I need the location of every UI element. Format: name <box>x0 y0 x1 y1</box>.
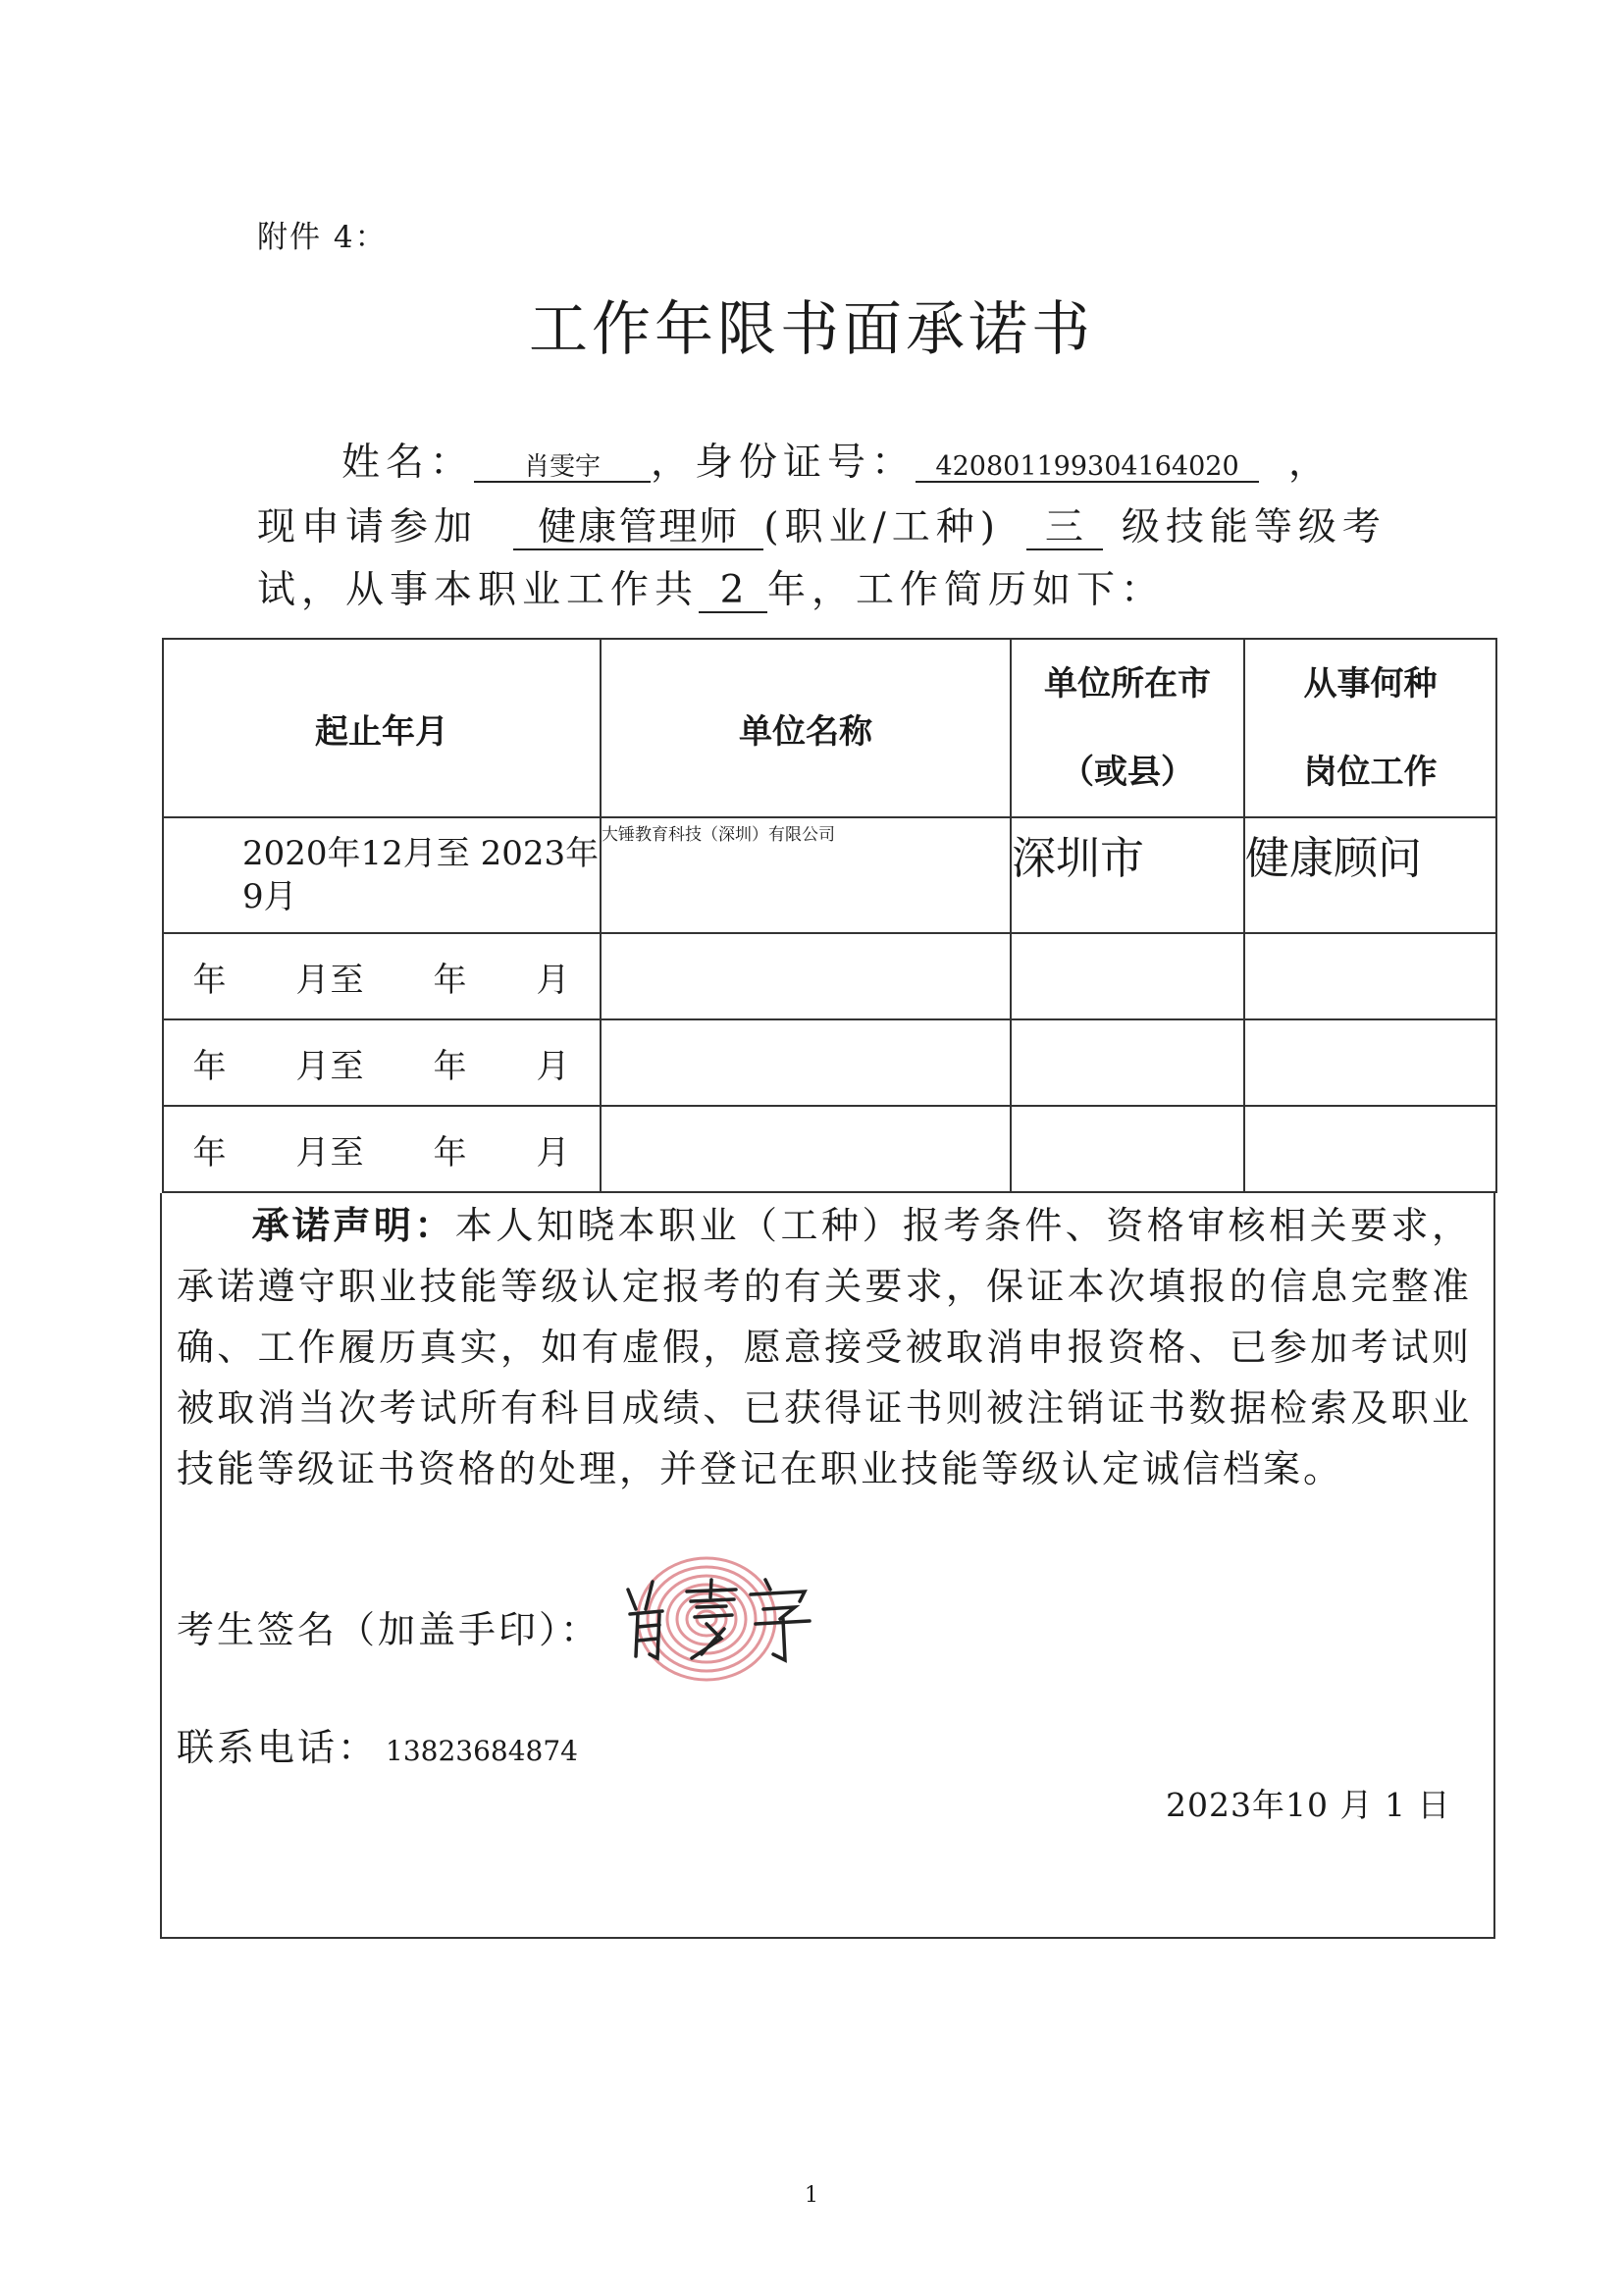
sign-date: 2023年10 月 1 日 <box>1166 1786 1451 1824</box>
id-number-field[interactable]: 420801199304164020 <box>916 453 1259 483</box>
level-field[interactable]: 三 <box>1026 508 1103 550</box>
document-title: 工作年限书面承诺书 <box>529 295 1094 364</box>
row-unit[interactable] <box>601 1019 1011 1106</box>
row-period[interactable]: 2020年12月至 2023年 9月 <box>163 817 601 933</box>
header-city-line2: （或县） <box>1061 753 1194 792</box>
id-label: ，身份证号： <box>651 441 916 485</box>
years-line <box>257 559 1165 614</box>
row-post[interactable] <box>1244 1019 1496 1106</box>
row-city[interactable] <box>1011 933 1244 1019</box>
row-post[interactable] <box>1244 1106 1496 1192</box>
work-history-table <box>162 638 1497 1193</box>
table-header-row <box>163 639 1496 817</box>
years-field[interactable]: 2 <box>699 571 767 613</box>
page-number: 1 <box>805 2183 818 2208</box>
row-unit[interactable] <box>601 1106 1011 1192</box>
occupation-field[interactable]: 健康管理师 <box>513 508 763 550</box>
declaration-text <box>177 1195 1472 1499</box>
attachment-label: 附件 4： <box>257 220 388 255</box>
declaration-body: 本人知晓本职业（工种）报考条件、资格审核相关要求，承诺遵守职业技能等级认定报考的有关要求，保证本次填报的信息完整准确、工作履历真实，如有虚假，愿意接受被取消申报资格、已参加考试则被取消当次考试所有科目成绩、已获得证书则被注销证书数据检索及职业技能等级证书资格的处理，并登记在职业技能等级认定诚信档案。 <box>177 1204 1472 1490</box>
occupation-suffix: (职业/工种) <box>763 505 1001 549</box>
level-suffix: 级技能等级考 <box>1121 505 1387 549</box>
name-field[interactable]: 肖雯宇 <box>474 454 651 483</box>
header-post-line2: 岗位工作 <box>1303 753 1438 792</box>
row-period[interactable]: 年 月至 年 月 <box>163 933 601 1019</box>
table-row <box>163 933 1496 1019</box>
signature-handwriting <box>608 1570 824 1668</box>
table-row <box>163 1019 1496 1106</box>
phone-label: 联系电话： <box>177 1726 379 1769</box>
id-tail: ， <box>1288 441 1334 485</box>
row-city[interactable]: 深圳市 <box>1011 817 1244 933</box>
phone-value[interactable]: 13823684874 <box>386 1735 578 1767</box>
row-unit[interactable]: 大锤教育科技（深圳）有限公司 <box>601 817 1011 933</box>
header-post-line1: 从事何种 <box>1303 664 1438 704</box>
row-unit[interactable] <box>601 933 1011 1019</box>
header-period: 起止年月 <box>163 639 601 817</box>
header-city <box>1011 639 1244 817</box>
row-period[interactable]: 年 月至 年 月 <box>163 1019 601 1106</box>
declaration-lead: 承诺声明： <box>251 1204 455 1247</box>
phone-line <box>177 1717 578 1771</box>
table-row <box>163 1106 1496 1192</box>
row-post[interactable] <box>1244 933 1496 1019</box>
signature-label: 考生签名（加盖手印）： <box>177 1608 602 1651</box>
header-post <box>1244 639 1496 817</box>
row-post[interactable]: 健康顾问 <box>1244 817 1496 933</box>
apply-prefix: 现申请参加 <box>257 505 479 549</box>
line3-suffix: 年，工作简历如下： <box>767 568 1166 612</box>
application-line <box>257 496 1387 551</box>
name-id-line <box>341 432 1333 487</box>
row-city[interactable] <box>1011 1019 1244 1106</box>
header-city-line1: 单位所在市 <box>1044 664 1211 704</box>
table-row <box>163 817 1496 933</box>
header-unit-name: 单位名称 <box>601 639 1011 817</box>
row-period[interactable]: 年 月至 年 月 <box>163 1106 601 1192</box>
row-city[interactable] <box>1011 1106 1244 1192</box>
name-label: 姓名： <box>341 441 475 485</box>
line3-prefix: 试，从事本职业工作共 <box>257 568 700 612</box>
